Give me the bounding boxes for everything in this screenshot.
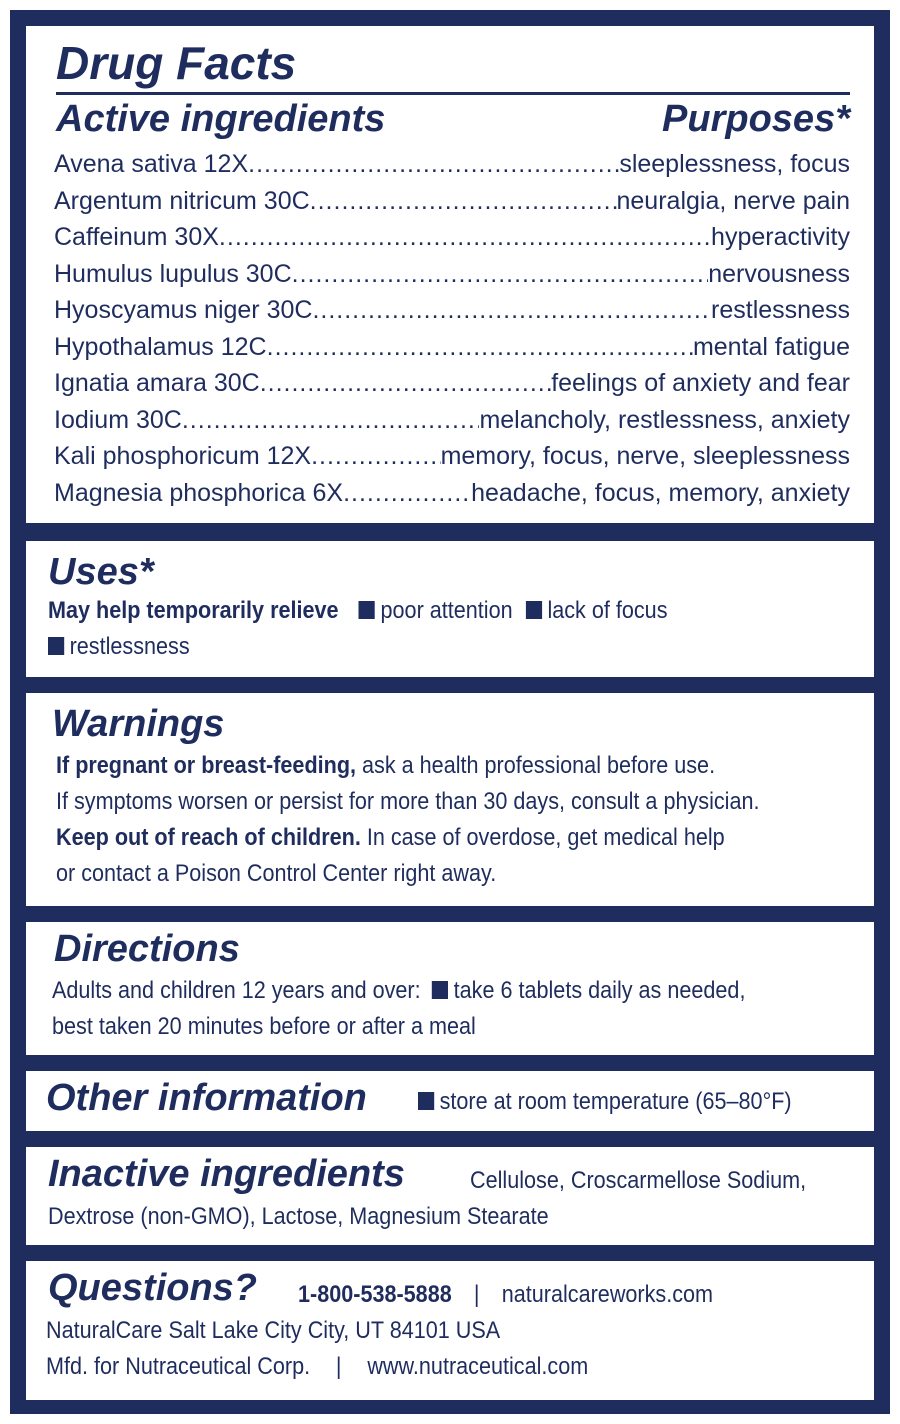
ingredient-name: Caffeinum 30X [54, 223, 219, 251]
uses-line-1 [48, 597, 668, 625]
questions-section [26, 1261, 874, 1400]
directions-line-1 [52, 977, 745, 1005]
directions-line-2: best taken 20 minutes before or after a meal [52, 1013, 476, 1040]
dot-leader [343, 479, 471, 508]
ingredient-purpose: memory, focus, nerve, sleeplessness [440, 442, 850, 470]
warnings-line-3 [56, 824, 725, 852]
ingredient-row [54, 260, 850, 296]
warning-bold: Keep out of reach of children. [56, 824, 361, 851]
manufacturer: Mfd. for Nutraceutical Corp. [46, 1353, 311, 1380]
ingredient-purpose: sleeplessness, focus [619, 150, 850, 178]
ingredient-name: Magnesia phosphorica 6X [54, 478, 344, 507]
website-link-2[interactable]: www.nutraceutical.com [367, 1353, 589, 1380]
inactive-ingredients-section [26, 1147, 874, 1245]
bullet-square-icon [48, 637, 64, 655]
dot-leader [219, 223, 711, 252]
warnings-line-4: or contact a Poison Control Center right away. [56, 860, 497, 887]
directions-item: take 6 tablets daily as needed, [453, 977, 746, 1004]
uses-item: lack of focus [547, 597, 668, 624]
dot-leader [260, 369, 552, 398]
ingredient-name: Iodium 30C [54, 405, 182, 434]
active-ingredients-heading: Active ingredients [56, 98, 386, 140]
uses-item: poor attention [380, 597, 513, 624]
bullet-square-icon [432, 981, 448, 999]
ingredient-row [54, 333, 850, 369]
directions-heading: Directions [54, 928, 240, 970]
separator: | [473, 1281, 480, 1308]
ingredient-purpose: restlessness [711, 296, 850, 324]
other-information-line [418, 1088, 792, 1116]
inactive-line-1: Cellulose, Croscarmellose Sodium, [470, 1167, 807, 1194]
warning-text: ask a health professional before use. [356, 752, 716, 779]
ingredient-purpose: headache, focus, memory, anxiety [471, 478, 850, 507]
ingredient-name: Humulus lupulus 30C [54, 259, 292, 288]
ingredient-purpose: feelings of anxiety and fear [551, 369, 850, 397]
ingredient-name: Kali phosphoricum 12X [54, 442, 312, 470]
separator: | [335, 1353, 342, 1380]
uses-item: restlessness [69, 633, 190, 660]
bullet-square-icon [418, 1092, 434, 1110]
ingredient-row [54, 479, 850, 515]
bullet-square-icon [359, 601, 375, 619]
warnings-line-2: If symptoms worsen or persist for more than 30 days, consult a physician. [56, 788, 760, 815]
directions-lead: Adults and children 12 years and over: [52, 977, 421, 1004]
warnings-heading: Warnings [52, 703, 225, 745]
address-line: NaturalCare Salt Lake City City, UT 84101 USA [46, 1317, 501, 1344]
dot-leader [182, 406, 480, 435]
dot-leader [312, 296, 711, 325]
ingredient-row [54, 296, 850, 332]
ingredient-purpose: mental fatigue [692, 332, 850, 361]
ingredient-row [54, 442, 850, 478]
ingredient-name: Ignatia amara 30C [54, 369, 260, 397]
ingredient-purpose: nervousness [708, 259, 850, 288]
other-information-section [26, 1071, 874, 1131]
purposes-heading: Purposes* [662, 98, 850, 140]
ingredient-name: Avena sativa 12X [54, 150, 249, 178]
dot-leader [267, 333, 693, 362]
dot-leader [311, 442, 440, 471]
drug-facts-section [26, 26, 874, 523]
inactive-line-2: Dextrose (non-GMO), Lactose, Magnesium Stearate [48, 1203, 549, 1230]
warning-bold: If pregnant or breast-feeding, [56, 752, 357, 779]
warning-text: In case of overdose, get medical help [360, 824, 725, 851]
ingredient-row [54, 150, 850, 186]
questions-heading: Questions? [48, 1267, 258, 1309]
ingredient-row [54, 187, 850, 223]
uses-heading: Uses* [48, 551, 154, 593]
directions-section [26, 922, 874, 1055]
ingredient-purpose: hyperactivity [711, 223, 850, 251]
warnings-section [26, 693, 874, 906]
ingredient-name: Argentum nitricum 30C [54, 186, 310, 215]
bullet-square-icon [526, 601, 542, 619]
ingredient-name: Hyoscyamus niger 30C [54, 296, 313, 324]
questions-contact-line [298, 1281, 713, 1309]
ingredient-purpose: neuralgia, nerve pain [616, 186, 850, 215]
dot-leader [292, 260, 709, 289]
other-information-heading: Other information [46, 1077, 367, 1119]
phone-number: 1-800-538-5888 [298, 1281, 452, 1308]
dot-leader [248, 150, 619, 179]
website-link[interactable]: naturalcareworks.com [501, 1281, 714, 1308]
ingredient-purpose: melancholy, restlessness, anxiety [479, 405, 850, 434]
ingredient-name: Hypothalamus 12C [54, 332, 267, 361]
uses-lead: May help temporarily relieve [48, 597, 339, 624]
ingredient-row [54, 406, 850, 442]
manufacturer-line [46, 1353, 588, 1381]
title-divider [56, 92, 850, 95]
inactive-ingredients-heading: Inactive ingredients [48, 1153, 405, 1195]
other-information-item: store at room temperature (65–80°F) [439, 1088, 792, 1115]
ingredient-row [54, 369, 850, 405]
ingredient-row [54, 223, 850, 259]
warnings-line-1 [56, 752, 715, 780]
drug-facts-title: Drug Facts [56, 37, 297, 89]
dot-leader [310, 187, 617, 216]
uses-section [26, 541, 874, 677]
uses-line-2 [48, 633, 190, 661]
